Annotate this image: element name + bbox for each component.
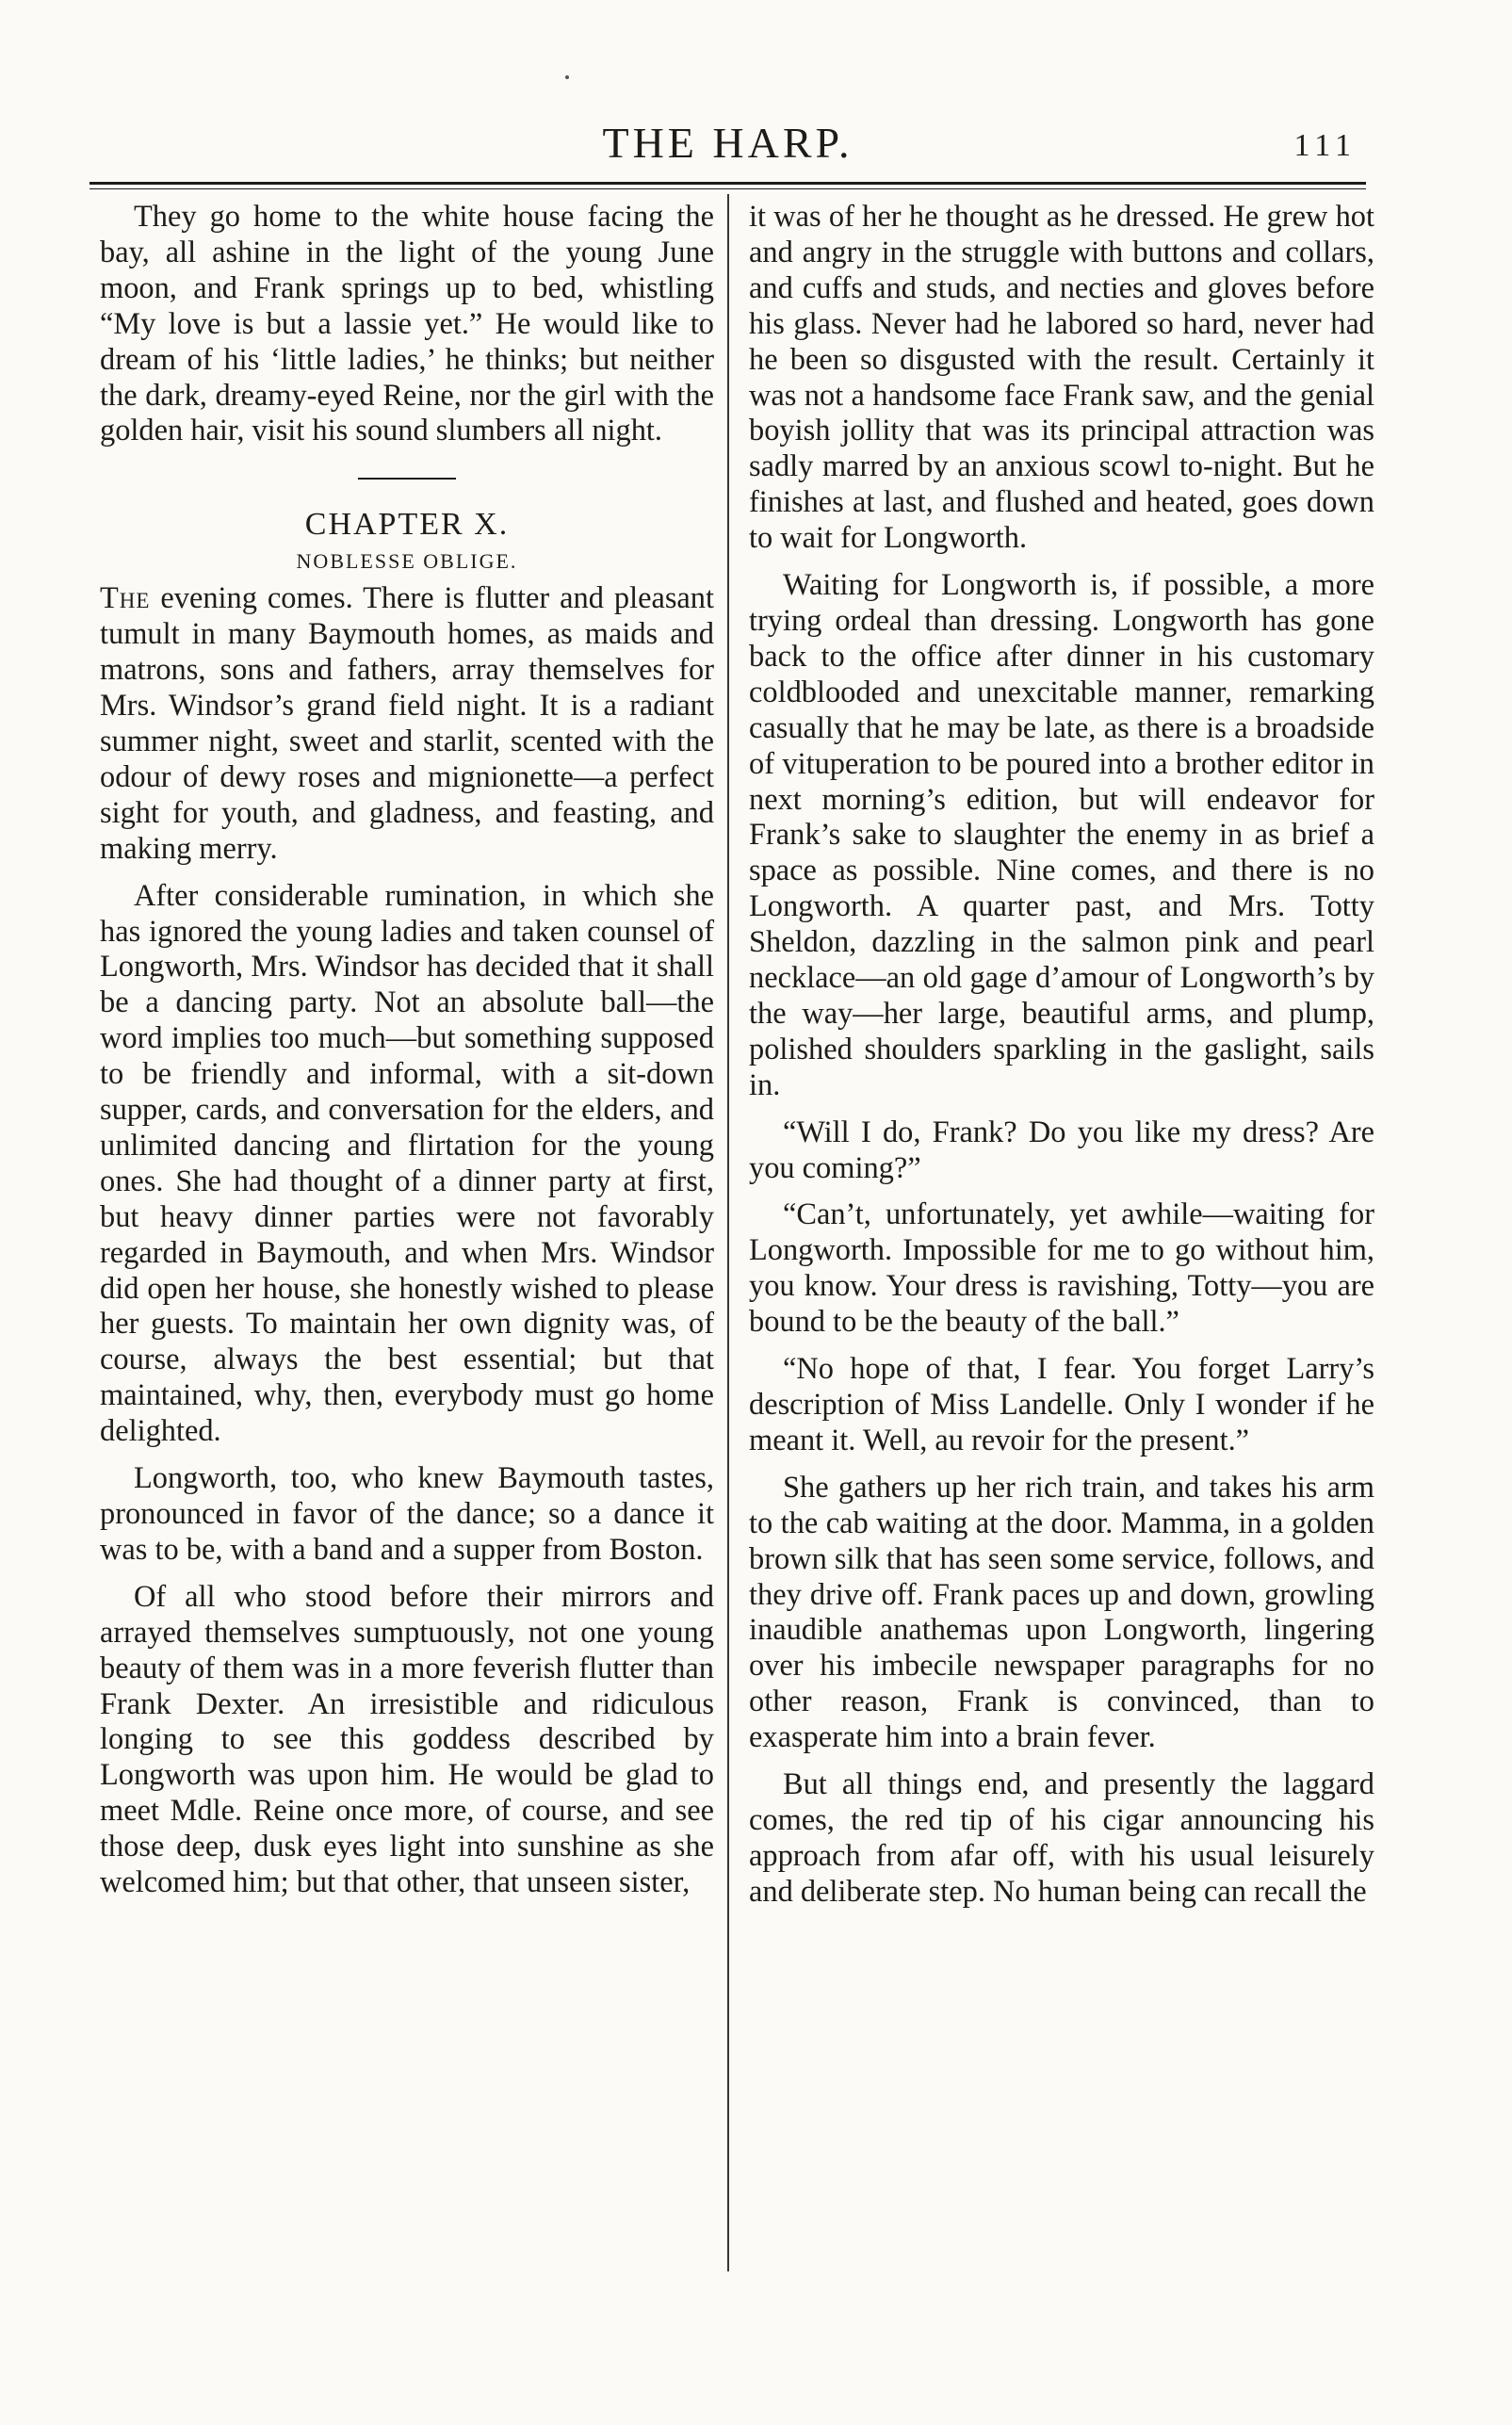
paragraph xyxy=(100,581,714,867)
paragraph-first-word: The xyxy=(100,581,151,616)
paragraph: After considerable rumination, in which she has ignored the young ladies and taken counsel of Longworth, Mrs. Windsor has decided that it shall be a dancing party. Not an absolute ball—the word implies too much—but something supposed to be friendly and informal, with a sit-down supper, cards, and conversation for the elders, and unlimited dancing and flirtation for the young ones. She had thought of a dinner party at first, but heavy dinner parties were not favorably regarded in Baymouth, and when Mrs. Windsor did open her house, she honestly wished to please her guests. To maintain her own dignity was, of course, always the best essential; but that maintained, why, then, everybody must go home delighted. xyxy=(100,878,714,1449)
paragraph: Of all who stood before their mirrors and arrayed themselves sumptuously, not one young beauty of them was in a more feverish flutter than Frank Dexter. An irresistible and ridiculous longing to see this goddess described by Longworth was upon him. He would be glad to meet Mdle. Reine once more, of course, and see those deep, dusk eyes light into sunshine as she welcomed him; but that other, that unseen sister, xyxy=(100,1579,714,1900)
page-header xyxy=(89,115,1366,181)
paragraph: “No hope of that, I fear. You forget Larry’s description of Miss Landelle. Only I wonder if he meant it. Well, au revoir for the present.” xyxy=(749,1352,1374,1457)
running-title: THE HARP. xyxy=(602,119,854,167)
paragraph-text: evening comes. There is flutter and pleasant tumult in many Baymouth homes, as maids and matrons, sons and fathers, array themselves for Mrs. Windsor’s grand field night. It is a radiant summer night, sweet and starlit, scented with the odour of dewy roses and mignionette—a perfect sight for youth, and gladness, and feasting, and making merry. xyxy=(100,581,714,866)
page-number: 111 xyxy=(1293,128,1357,163)
paragraph: She gathers up her rich train, and takes his arm to the cab waiting at the door. Mamma, in a golden brown silk that has seen some service, follows, and they drive off. Frank paces up and down, growling inaudible anathemas upon Longworth, lingering over his imbecile newspaper paragraphs for no other reason, Frank is convinced, than to exasperate him into a brain fever. xyxy=(749,1470,1374,1755)
print-speck xyxy=(565,75,569,79)
paragraph: it was of her he thought as he dressed. He grew hot and angry in the struggle with buttons and collars, and cuffs and studs, and necties and gloves before his glass. Never had he labored so hard, never had he been so disgusted with the result. Certainly it was not a handsome face Frank saw, and the genial boyish jollity that was its principal attraction was sadly marred by an anxious scowl to-night. But he finishes at last, and flushed and heated, goes down to wait for Longworth. xyxy=(749,200,1374,556)
paragraph: “Can’t, unfortunately, yet awhile—waiting for Longworth. Impossible for me to go without him, you know. Your dress is ravishing, Totty—you are bound to be the beauty of the ball.” xyxy=(749,1197,1374,1340)
chapter-title: CHAPTER X. xyxy=(304,507,510,543)
left-column xyxy=(100,200,714,1912)
paragraph: But all things end, and presently the laggard comes, the red tip of his cigar announcing his approach from afar off, with his usual leisurely and deliberate step. No human being can recall the xyxy=(749,1767,1374,1909)
section-rule xyxy=(358,478,456,480)
paragraph: Longworth, too, who knew Baymouth tastes, pronounced in favor of the dance; so a dance it was to be, with a band and a supper from Boston. xyxy=(100,1461,714,1567)
paragraph: “Will I do, Frank? Do you like my dress? Are you coming?” xyxy=(749,1115,1374,1185)
paragraph: Waiting for Longworth is, if possible, a more trying ordeal than dressing. Longworth has gone back to the office after dinner in his customary coldblooded and unexcitable manner, remarking casually that he may be late, as there is a broadside of vituperation to be poured into a brother editor in next morning’s edition, but will endeavor for Frank’s sake to slaughter the enemy in as brief a space as possible. Nine comes, and there is no Longworth. A quarter past, and Mrs. Totty Sheldon, dazzling in the salmon pink and pearl necklace—an old gage d’amour of Longworth’s by the way—her large, beautiful arms, and plump, polished shoulders sparkling in the gaslight, sails in. xyxy=(749,568,1374,1102)
header-rule-thick xyxy=(89,182,1366,185)
chapter-subtitle: NOBLESSE OBLIGE. xyxy=(296,549,518,574)
right-column xyxy=(749,200,1374,1922)
header-rule-thin xyxy=(89,188,1366,189)
column-divider xyxy=(727,194,729,2271)
paragraph: They go home to the white house facing the bay, all ashine in the light of the young June moon, and Frank springs up to bed, whistling “My love is but a lassie yet.” He would like to dream of his ‘little ladies,’ he thinks; but neither the dark, dreamy-eyed Reine, nor the girl with the golden hair, visit his sound slumbers all night. xyxy=(100,200,714,448)
